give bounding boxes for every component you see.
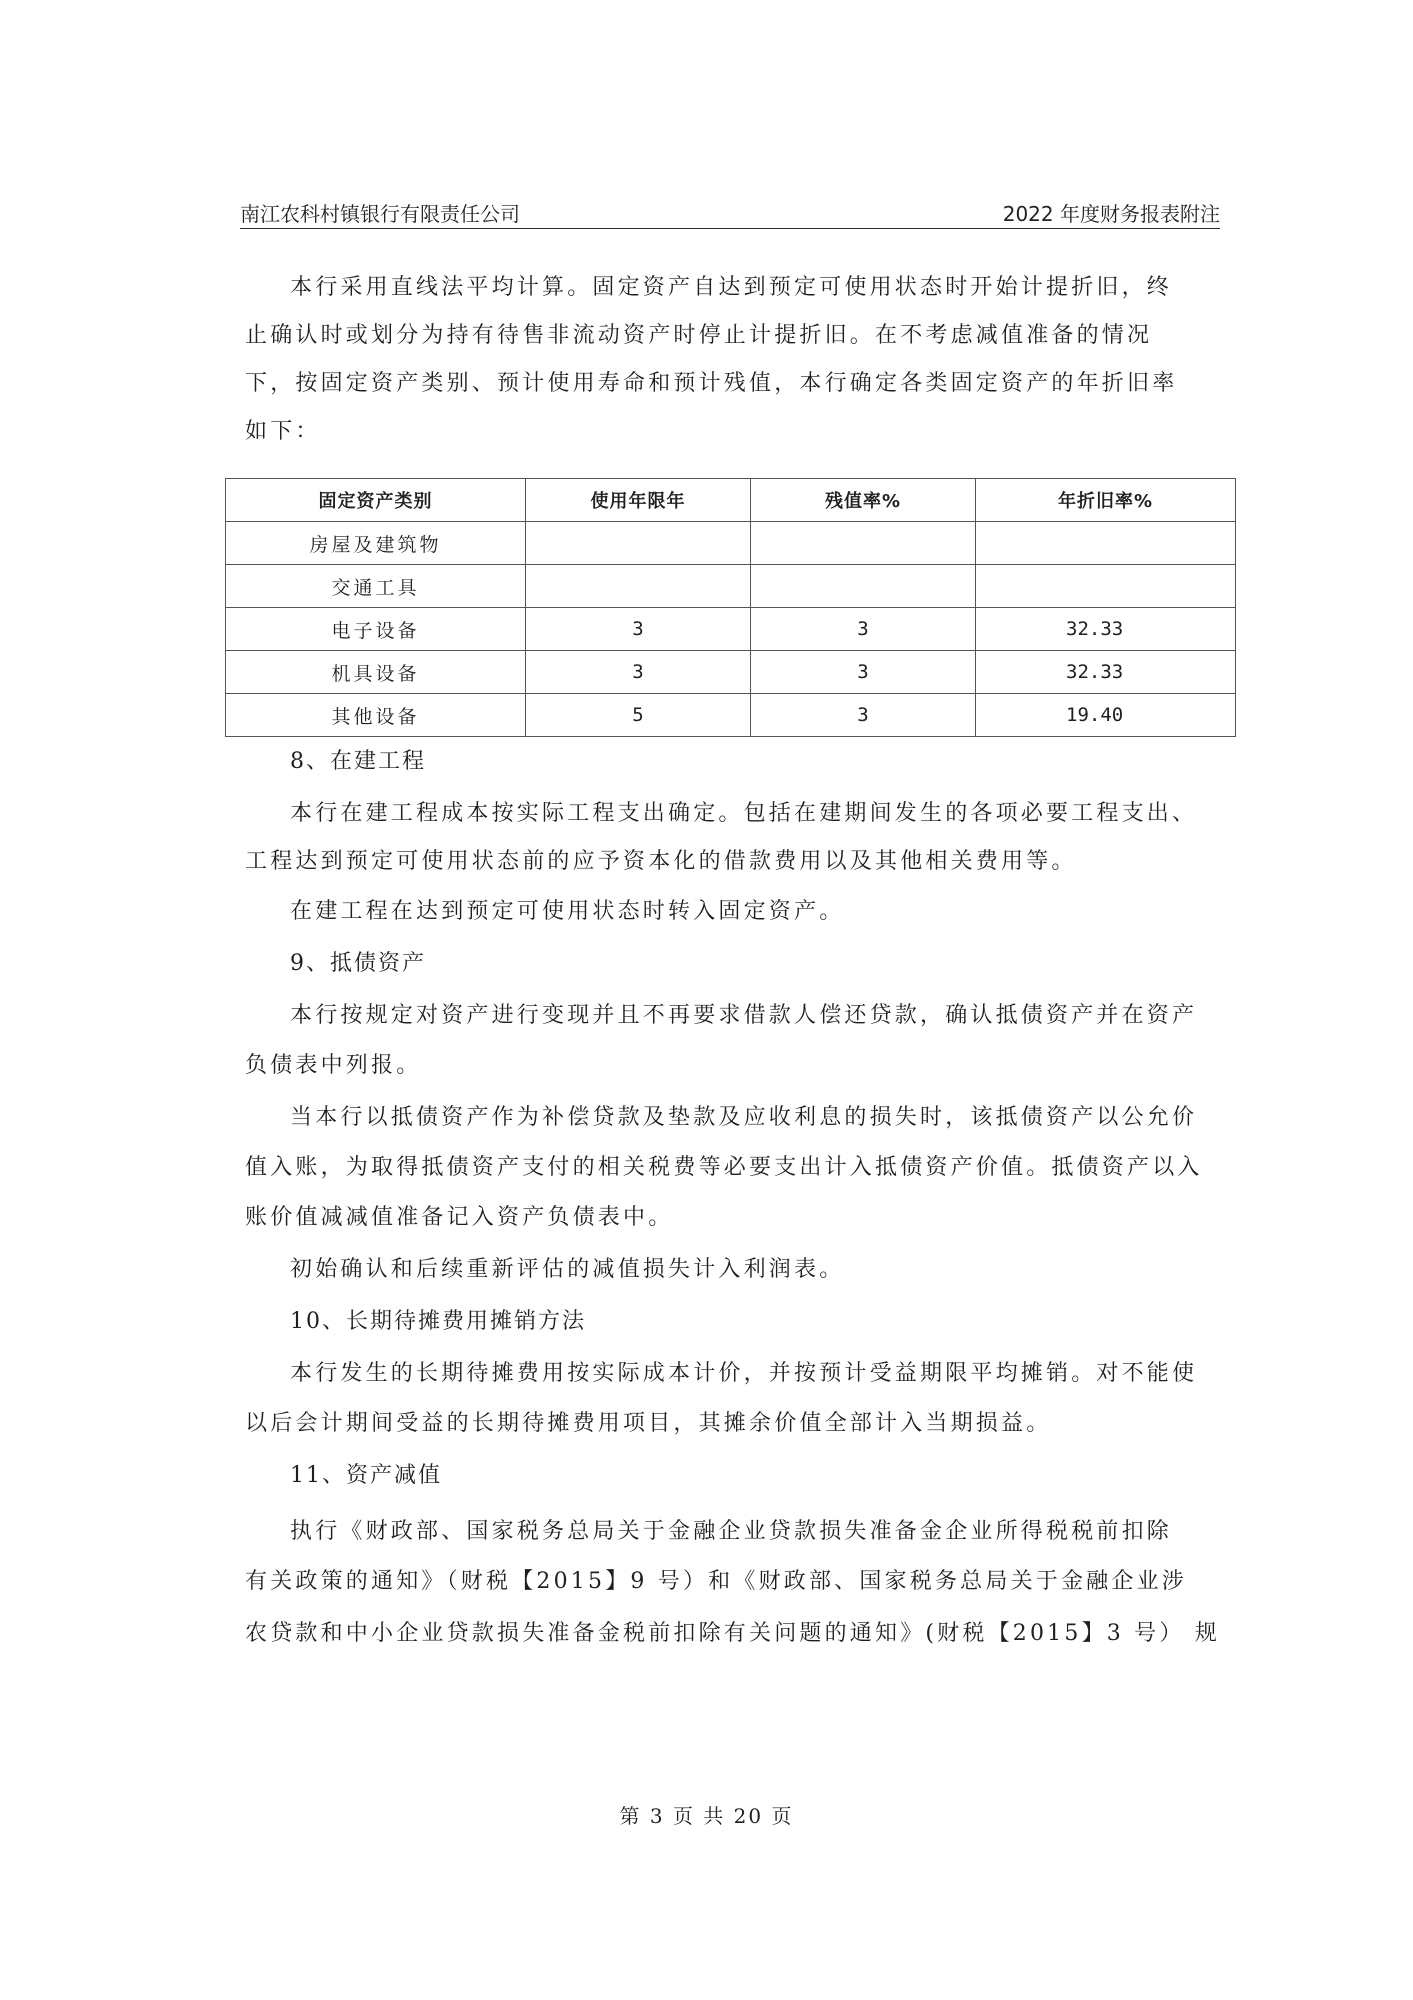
s10-line-1: 本行发生的长期待摊费用按实际成本计价，并按预计受益期限平均摊销。对不能使 [290, 1361, 1198, 1386]
header-residual: 残值率% [751, 479, 976, 522]
table-row [226, 522, 1236, 565]
table-header-row [226, 479, 1236, 522]
depreciation-table [225, 478, 1236, 737]
cell-category: 电子设备 [226, 608, 526, 651]
cell-rate: 32.33 [976, 608, 1236, 651]
cell-residual [751, 565, 976, 608]
s9-line-5: 账价值减减值准备记入资产负债表中。 [245, 1205, 674, 1230]
table-row [226, 565, 1236, 608]
page-number: 第 3 页 共 20 页 [619, 1804, 794, 1828]
cell-residual: 3 [751, 694, 976, 737]
intro-line-2: 止确认时或划分为持有待售非流动资产时停止计提折旧。在不考虑减值准备的情况 [245, 323, 1153, 348]
s9-line-1: 本行按规定对资产进行变现并且不再要求借款人偿还贷款，确认抵债资产并在资产 [290, 1003, 1198, 1028]
cell-category: 房屋及建筑物 [226, 522, 526, 565]
cell-residual: 3 [751, 651, 976, 694]
company-name: 南江农科村镇银行有限责任公司 [240, 202, 520, 226]
report-title: 2022 年度财务报表附注 [1002, 202, 1220, 226]
cell-rate [976, 565, 1236, 608]
intro-line-1: 本行采用直线法平均计算。固定资产自达到预定可使用状态时开始计提折旧，终 [290, 275, 1173, 300]
s9-line-4: 值入账，为取得抵债资产支付的相关税费等必要支出计入抵债资产价值。抵债资产以入 [245, 1155, 1203, 1180]
cell-years [526, 522, 751, 565]
header-rate: 年折旧率% [976, 479, 1236, 522]
table-row [226, 651, 1236, 694]
cell-residual [751, 522, 976, 565]
s9-line-3: 当本行以抵债资产作为补偿贷款及垫款及应收利息的损失时，该抵债资产以公允价 [290, 1105, 1198, 1130]
s11-line-1: 执行《财政部、国家税务总局关于金融企业贷款损失准备金企业所得税税前扣除 [290, 1519, 1173, 1544]
cell-years: 3 [526, 651, 751, 694]
cell-residual: 3 [751, 608, 976, 651]
cell-rate: 19.40 [976, 694, 1236, 737]
s11-line-3: 农贷款和中小企业贷款损失准备金税前扣除有关问题的通知》(财税【2015】3 号） 规 [245, 1621, 1220, 1646]
page-header [240, 196, 1220, 229]
s11-line-2: 有关政策的通知》（财税【2015】9 号）和《财政部、国家税务总局关于金融企业涉 [245, 1569, 1187, 1594]
header-years: 使用年限年 [526, 479, 751, 522]
section-9-heading: 9、抵债资产 [290, 951, 426, 976]
cell-rate [976, 522, 1236, 565]
section-10-heading: 10、长期待摊费用摊销方法 [290, 1309, 586, 1334]
s9-line-2: 负债表中列报。 [245, 1053, 422, 1078]
cell-years [526, 565, 751, 608]
cell-years: 3 [526, 608, 751, 651]
cell-category: 其他设备 [226, 694, 526, 737]
cell-years: 5 [526, 694, 751, 737]
s9-line-6: 初始确认和后续重新评估的减值损失计入利润表。 [290, 1257, 845, 1282]
s8-line-3: 在建工程在达到预定可使用状态时转入固定资产。 [290, 899, 845, 924]
table-row [226, 608, 1236, 651]
section-11-heading: 11、资产减值 [290, 1463, 442, 1488]
s8-line-1: 本行在建工程成本按实际工程支出确定。包括在建期间发生的各项必要工程支出、 [290, 801, 1198, 826]
intro-line-3: 下，按固定资产类别、预计使用寿命和预计残值，本行确定各类固定资产的年折旧率 [245, 371, 1178, 396]
cell-rate: 32.33 [976, 651, 1236, 694]
s10-line-2: 以后会计期间受益的长期待摊费用项目，其摊余价值全部计入当期损益。 [245, 1411, 1052, 1436]
intro-line-4: 如下： [245, 419, 321, 444]
header-category: 固定资产类别 [226, 479, 526, 522]
table-row [226, 694, 1236, 737]
cell-category: 机具设备 [226, 651, 526, 694]
section-8-heading: 8、在建工程 [290, 749, 426, 774]
cell-category: 交通工具 [226, 565, 526, 608]
s8-line-2: 工程达到预定可使用状态前的应予资本化的借款费用以及其他相关费用等。 [245, 849, 1077, 874]
